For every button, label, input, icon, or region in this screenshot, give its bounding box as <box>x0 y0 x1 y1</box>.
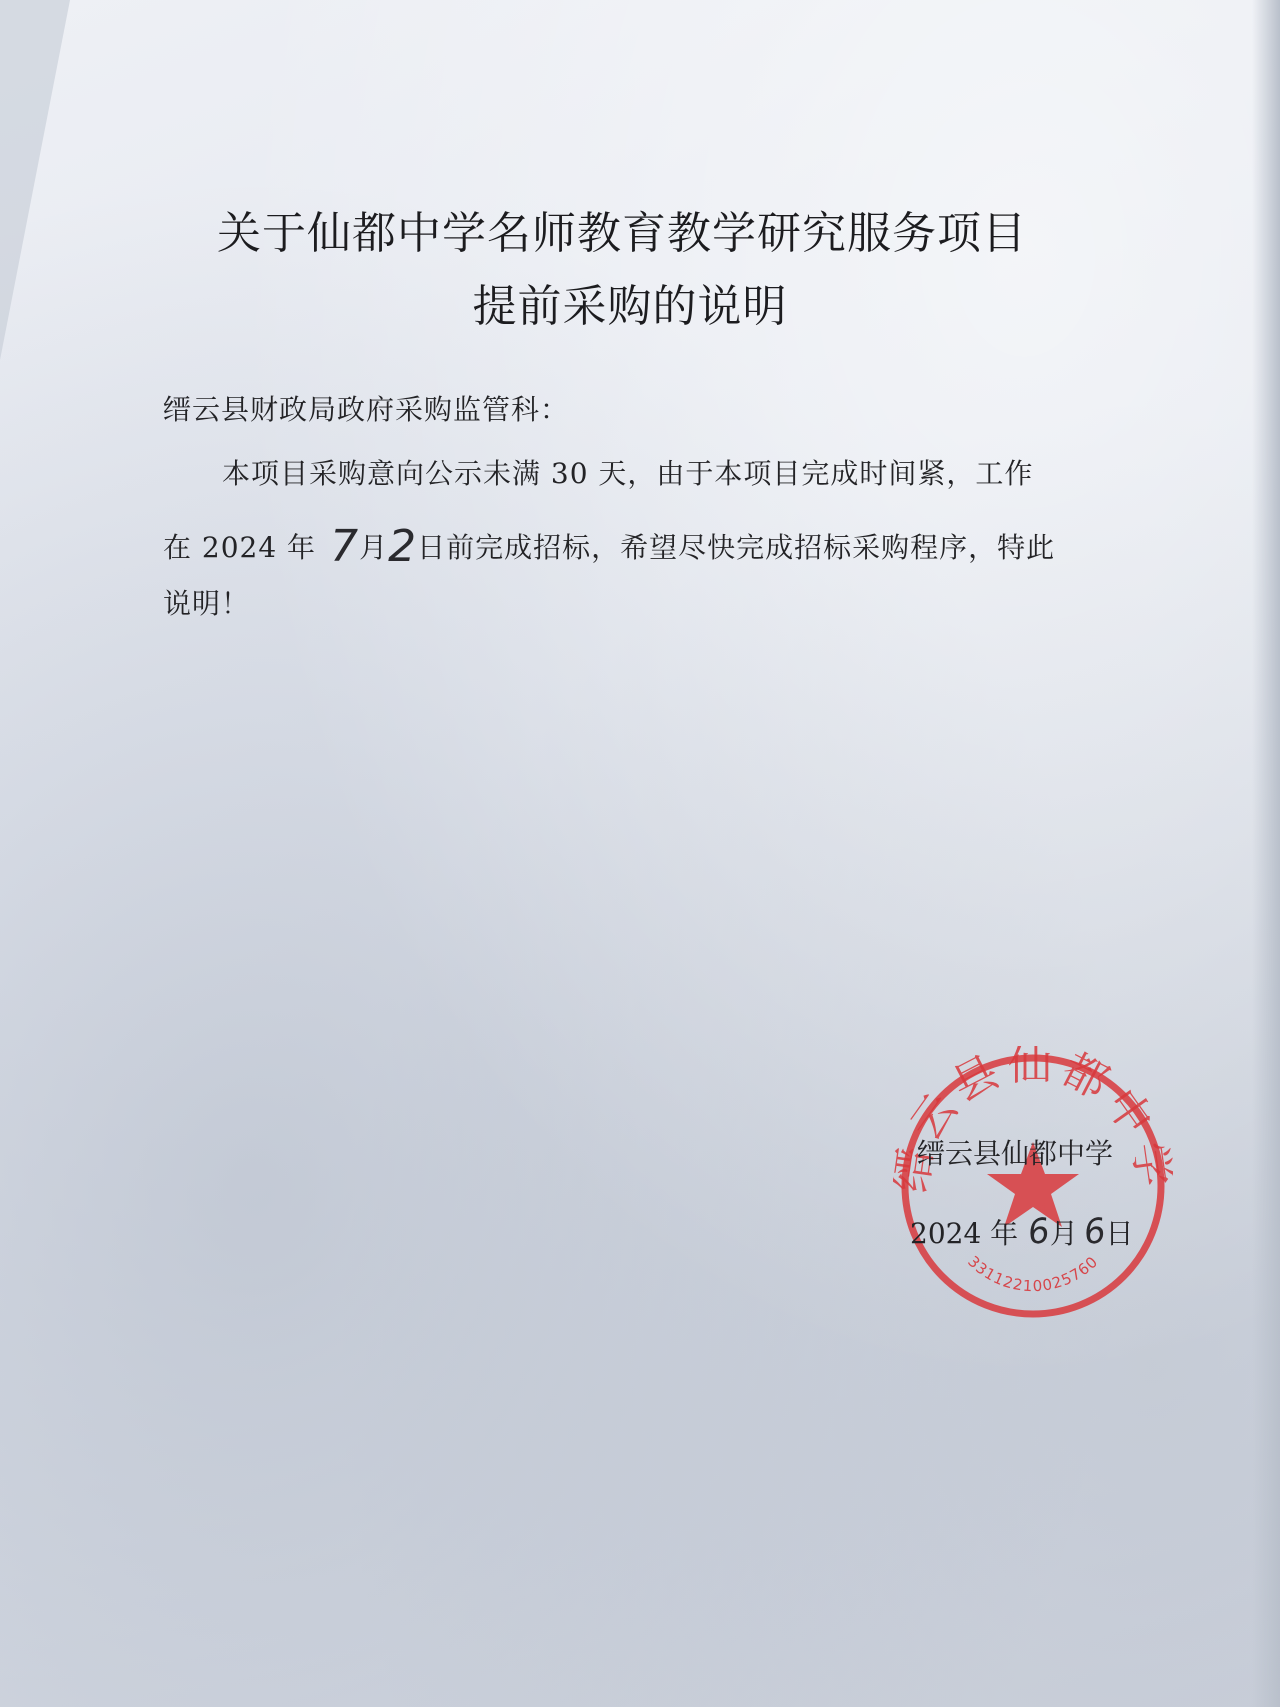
salutation: 缙云县财政局政府采购监管科： <box>163 393 570 426</box>
paragraph-line-3: 说明！ <box>163 587 251 620</box>
document-title-line1: 关于仙都中学名师教育教学研究服务项目 <box>217 208 1027 259</box>
handwritten-month: 7 <box>330 521 360 572</box>
paragraph-line-2-suffix: 日前完成招标，希望尽快完成招标采购程序，特此 <box>417 531 1056 564</box>
seal-code-text: 33112210025760 <box>964 1252 1102 1296</box>
seal-arc-text: 云县仙都中 <box>900 1046 1166 1150</box>
signer-name: 缙云县仙都中学 <box>917 1137 1114 1170</box>
handwritten-sign-month: 6 <box>1025 1210 1053 1254</box>
sign-date <box>910 1212 1133 1252</box>
paragraph-line-2 <box>163 517 1056 572</box>
sign-month-unit: 月 <box>1049 1217 1078 1250</box>
handwritten-day: 2 <box>388 521 418 572</box>
official-seal <box>893 1046 1173 1326</box>
document-title-line2: 提前采购的说明 <box>472 281 788 332</box>
sign-day-unit: 日 <box>1105 1217 1134 1250</box>
paragraph-line-2-prefix: 在 2024 年 <box>163 531 317 564</box>
sign-year: 2024 年 <box>910 1217 1019 1250</box>
handwritten-sign-day: 6 <box>1081 1210 1109 1254</box>
seal-graphic <box>893 1046 1173 1326</box>
month-unit: 月 <box>359 531 389 564</box>
paragraph-line-1: 本项目采购意向公示未满 30 天，由于本项目完成时间紧，工作 <box>222 457 1034 490</box>
